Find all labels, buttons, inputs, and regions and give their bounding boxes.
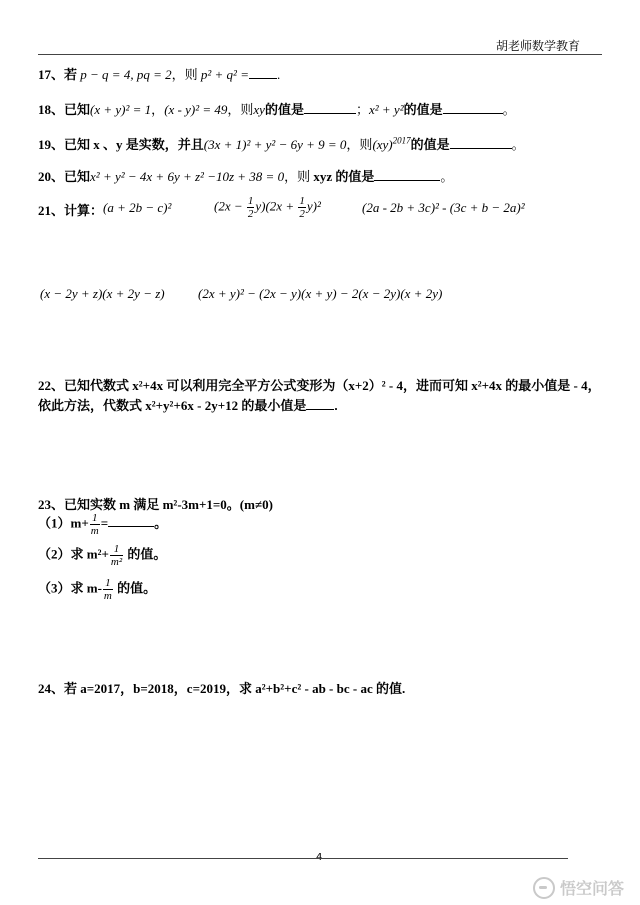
question-number: 23、: [38, 497, 65, 512]
answer-blank[interactable]: [108, 514, 154, 527]
answer-blank[interactable]: [249, 66, 277, 79]
question-number: 21、: [38, 203, 65, 218]
expression-21b: (2x − $\frac{1}{2}$ y)(2x + $\frac{1}{2}$ y)²: [214, 195, 321, 220]
fraction: $\frac{1}{2}$: [299, 195, 305, 220]
question-number: 20、: [38, 169, 65, 184]
question-21: 21、计算：: [38, 203, 104, 218]
question-number: 19、: [38, 137, 65, 152]
fraction: $\frac{1}{\text{m²}}$: [110, 543, 123, 568]
answer-blank[interactable]: [374, 168, 440, 181]
watermark: [533, 876, 624, 899]
question-18: 18、已知(x + y)² = 1，(x - y)² = 49，则xy的值是 ；x² + y²的值是 。: [38, 102, 516, 117]
page-number: 4: [316, 852, 323, 863]
expression-21c: (2a - 2b + 3c)² - (3c + b − 2a)²: [362, 200, 525, 215]
expression-21d: (x − 2y + z)(x + 2y − z): [40, 286, 165, 301]
chat-bubble-icon: [533, 877, 555, 899]
question-24: 24、若 a=2017，b=2018，c=2019，求 a²+b²+c² - ab - bc - ac 的值.: [38, 681, 406, 696]
question-19: 19、已知 x 、y 是实数，并且(3x + 1)² + y² − 6y + 9 = 0，则(xy)$^{2017}$的值是 。: [38, 135, 525, 152]
question-17: 17、若 p − q = 4, pq = 2，则 p² + q² = .: [38, 67, 281, 82]
math-expression: p − q = 4, pq = 2: [80, 67, 172, 82]
answer-blank[interactable]: [304, 101, 356, 114]
question-number: 24、: [38, 681, 65, 696]
answer-blank[interactable]: [306, 397, 334, 410]
question-23-part3: （3）求 m- $\frac{1}{m}$ 的值。: [38, 577, 157, 602]
question-22-line1: 22、已知代数式 x²+4x 可以利用完全平方公式变形为（x+2）² - 4，进而可知 x²+4x 的最小值是 - 4，: [38, 378, 601, 393]
question-number: 17、: [38, 67, 65, 82]
expression-21e: (2x + y)² − (2x − y)(x + y) − 2(x − 2y)(x + 2y): [198, 286, 443, 301]
header-rule: [38, 54, 602, 55]
question-23-part2: （2）求 m²+ $\frac{1}{\text{m²}}$ 的值。: [38, 543, 167, 568]
answer-blank[interactable]: [443, 101, 503, 114]
math-expression: p² + q² =: [200, 67, 249, 82]
fraction: $\frac{1}{m}$: [103, 577, 112, 602]
question-23-stem: 23、已知实数 m 满足 m²-3m+1=0。(m≠0): [38, 497, 273, 512]
expression-21a: (a + 2b − c)²: [103, 200, 172, 215]
question-23-part1: （1）m+ $\frac{1}{m}$ = 。: [38, 512, 168, 537]
question-number: 22、: [38, 378, 65, 393]
question-20: 20、已知x² + y² − 4x + 6y + z² −10z + 38 = 0，则 xyz 的值是 。: [38, 169, 454, 184]
watermark-text: 悟空问答: [559, 879, 624, 898]
fraction: $\frac{1}{2}$: [247, 195, 254, 220]
answer-blank[interactable]: [450, 136, 512, 149]
footer-rule: [38, 858, 568, 859]
fraction: $\frac{1}{m}$: [90, 512, 99, 537]
header-title: 胡老师数学教育: [495, 39, 580, 53]
question-22-line2: 依此方法，代数式 x²+y²+6x - 2y+12 的最小值是 .: [38, 398, 338, 413]
question-number: 18、: [38, 102, 65, 117]
